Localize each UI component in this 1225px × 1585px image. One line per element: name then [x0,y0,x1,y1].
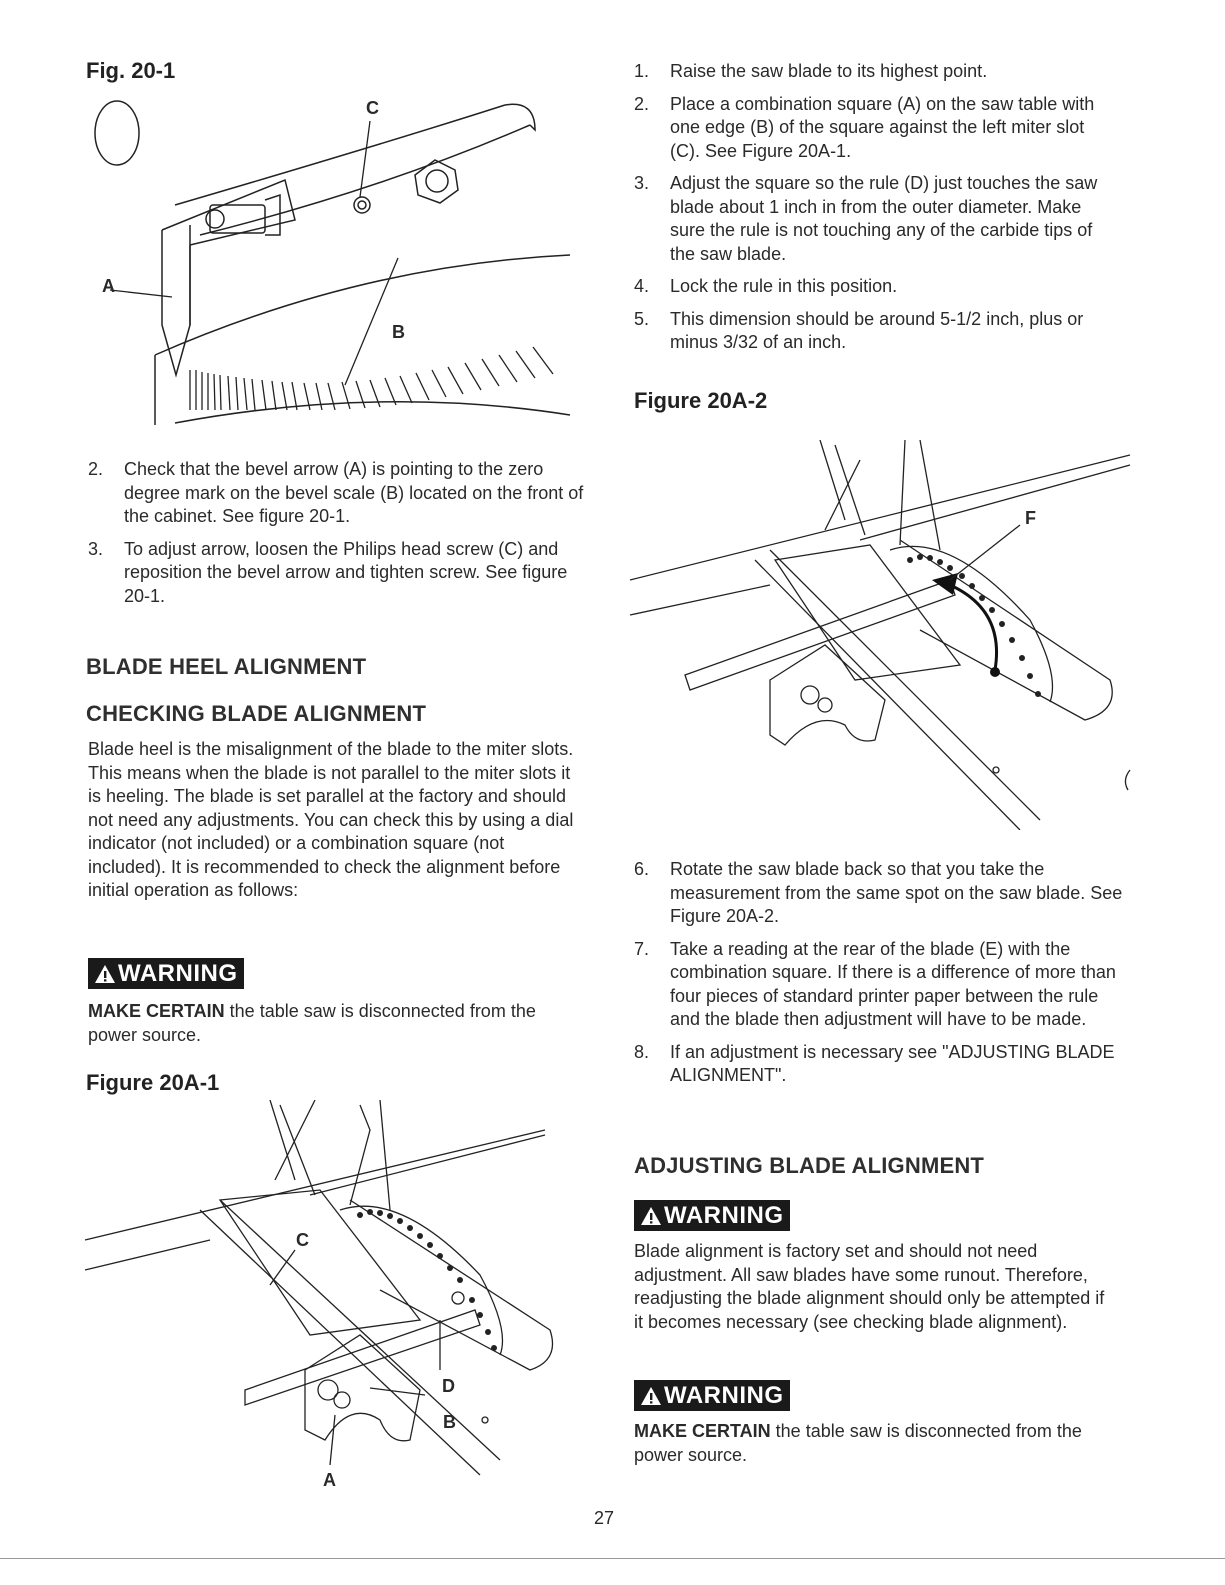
heading-adjusting-blade-alignment: ADJUSTING BLADE ALIGNMENT [634,1153,985,1178]
page-bottom-divider [0,1558,1225,1559]
list-item [88,538,588,609]
warning-1-bold: MAKE CERTAIN [88,1001,225,1021]
warning-banner-1 [88,958,244,989]
list-item [634,275,1114,299]
fig-20a-1-callout-d: D [442,1376,455,1396]
fig-20a-2-illustration [620,440,1140,830]
step-number: 4. [634,276,650,296]
fig-20a-1-illustration [80,1100,590,1490]
warning-triangle-icon [640,1385,662,1407]
list-item [634,1041,1124,1088]
step-number: 8. [634,1041,650,1062]
heading-blade-heel-alignment: BLADE HEEL ALIGNMENT [86,654,367,679]
warning-label: WARNING [664,1382,784,1409]
step-text: This dimension should be around 5-1/2 inch, plus or minus 3/32 of an inch. [670,308,1084,352]
fig-20-1-callout-c: C [366,98,379,118]
warning-2-rest: the table saw is disconnected from the power source. [634,1421,1082,1465]
fig-20a-1-callout-c: C [296,1230,309,1250]
step-text: To adjust arrow, loosen the Philips head screw (C) and reposition the bevel arrow and tighten screw. See figure 20-1. [124,538,568,606]
warning-triangle-icon [640,1205,662,1227]
adjusting-paragraph: Blade alignment is factory set and should not need adjustment. All saw blades have some runout. Therefore, readjusting the blade alignment should only be attempted if it becomes necessary (see checking blade alignment). [634,1241,1105,1332]
fig-20a-1-label: Figure 20A-1 [86,1070,220,1095]
warning-banner-3 [634,1380,790,1411]
step-number: 6. [634,859,650,879]
step-text: Lock the rule in this position. [670,276,898,296]
fig-20a-2-callout-f: F [1025,508,1036,528]
step-text: Raise the saw blade to its highest point. [670,61,988,81]
warning-triangle-icon [94,963,116,985]
step-text: Take a reading at the rear of the blade (E) with the combination square. If there is a difference of more than four pieces of standard printer paper between the rule and the blade then adjustment will have to be made. [670,938,1116,1029]
fig-20a-1-callout-b: B [443,1412,456,1432]
right-steps-bottom-list [634,858,1124,1097]
list-item [634,93,1114,164]
step-number: 2. [634,93,650,114]
step-number: 7. [634,938,650,959]
list-item [634,308,1114,355]
list-item [634,938,1124,1032]
right-steps-top-list [634,60,1114,364]
fig-20a-2-label: Figure 20A-2 [634,388,768,413]
step-text: Place a combination square (A) on the saw table with one edge (B) of the square against the left miter slot (C). See Figure 20A-1. [670,93,1095,161]
step-number: 3. [88,538,104,559]
step-number: 5. [634,308,650,329]
warning-2-text [634,1420,1114,1467]
fig-20-1-callout-a: A [102,276,115,296]
left-steps-list [88,458,588,617]
step-text: Rotate the saw blade back so that you take the measurement from the same spot on the saw blade. See Figure 20A-2. [670,859,1123,926]
warning-1-text [88,1000,568,1047]
warning-2-bold: MAKE CERTAIN [634,1421,771,1441]
list-item [634,60,1114,84]
warning-1-rest: the table saw is disconnected from the power source. [88,1001,536,1045]
step-number: 3. [634,173,650,193]
warning-label: WARNING [118,960,238,987]
step-text: If an adjustment is necessary see "ADJUSTING BLADE ALIGNMENT". [670,1041,1115,1085]
warning-label: WARNING [664,1202,784,1229]
fig-20-1-label: Fig. 20-1 [86,58,176,83]
fig-20a-1-callout-a: A [323,1470,336,1490]
list-item [634,858,1124,929]
step-number: 2. [88,459,104,479]
step-text: Check that the bevel arrow (A) is pointing to the zero degree mark on the bevel scale (B) located on the front of the cabinet. See figure 20-1. [124,459,584,526]
fig-20-1-illustration [80,85,580,425]
step-number: 1. [634,61,650,81]
warning-banner-2 [634,1200,790,1231]
heading-checking-blade-alignment: CHECKING BLADE ALIGNMENT [86,701,427,726]
fig-20-1-callout-b: B [392,322,405,342]
checking-paragraph: Blade heel is the misalignment of the blade to the miter slots. This means when the blade is not parallel to the miter slots it is heeling. The blade is set parallel at the factory and should not need any adjustments. You can check this by using a dial indicator (not included) or a combination square (not included). It is recommended to check the alignment before initial operation as follows: [88,739,574,900]
list-item [88,458,588,529]
list-item [634,172,1114,266]
page-number: 27 [594,1508,615,1528]
step-text: Adjust the square so the rule (D) just touches the saw blade about 1 inch in from the outer diameter. Make sure the rule is not touching any of the carbide tips of the saw blade. [670,173,1098,264]
